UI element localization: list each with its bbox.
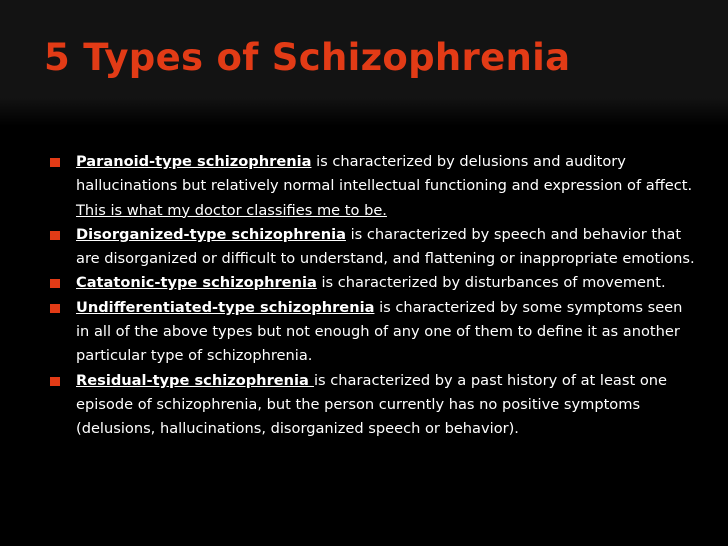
type-name: Disorganized-type schizophrenia [76, 225, 346, 243]
type-description: is characterized by a past history of at least one episode of schizophrenia, but the person currently has no positive symptoms (delusions, hallucinations, disorganized speech or behavior). [76, 371, 667, 438]
type-description: is characterized by delusions and auditory hallucinations but relatively normal intellectual functioning and expression of affect. [76, 153, 693, 195]
square-bullet-icon [50, 304, 60, 313]
type-description: is characterized by speech and behavior that are disorganized or difficult to understand, and flattening or inappropriate emotions. [76, 225, 695, 268]
bullet-item-catatonic [48, 271, 698, 295]
bullet-item-disorganized [48, 223, 698, 272]
type-name: Residual-type schizophrenia [76, 371, 314, 389]
bullet-item-paranoid [48, 150, 698, 223]
bullet-item-undifferentiated [48, 296, 698, 369]
square-bullet-icon [50, 231, 60, 240]
square-bullet-icon [50, 377, 60, 386]
type-name: Catatonic-type schizophrenia [76, 274, 317, 292]
bullet-item-residual [48, 369, 698, 442]
square-bullet-icon [50, 158, 60, 167]
type-name: Paranoid-type schizophrenia [76, 153, 312, 170]
type-description: is characterized by disturbances of movement. [316, 274, 666, 292]
type-name: Undifferentiated-type schizophrenia [76, 298, 375, 316]
bullet-list [48, 150, 698, 442]
square-bullet-icon [50, 279, 60, 288]
slide-title: 5 Types of Schizophrenia [44, 36, 571, 79]
personal-note: This is what my doctor classifies me to be. [76, 201, 387, 219]
type-description: is characterized by some symptoms seen in all of the above types but not enough of any one of them to define it as another particular type of schizophrenia. [76, 298, 683, 365]
